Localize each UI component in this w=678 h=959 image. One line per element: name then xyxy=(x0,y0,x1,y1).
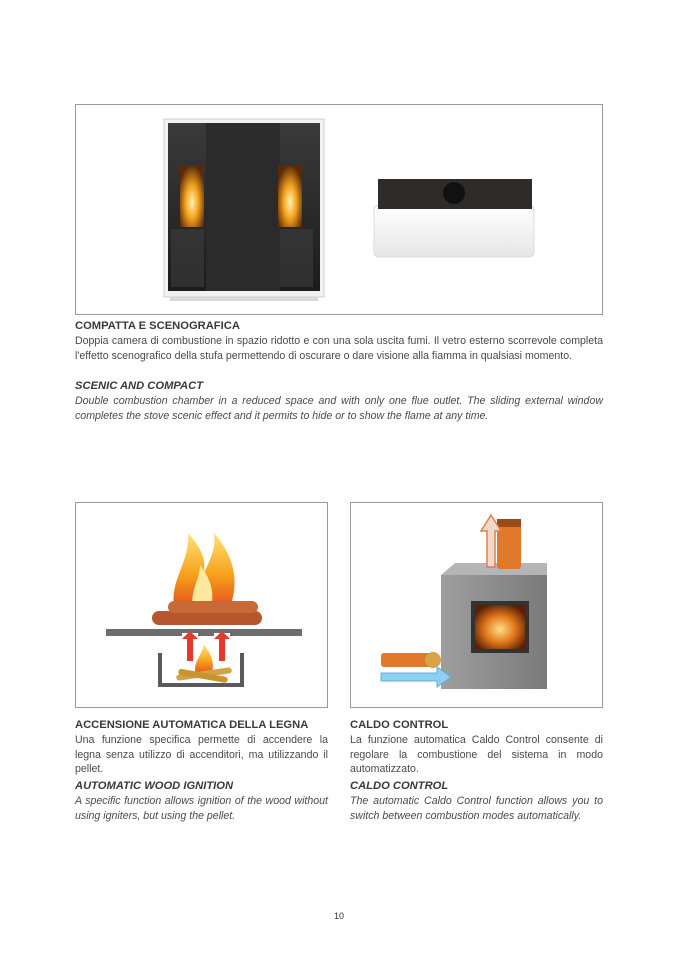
wood-ignition-illustration xyxy=(76,503,327,707)
section2-body-en: A specific function allows ignition of the wood without using igniters, but using the pellet. xyxy=(75,795,328,822)
section1-title-it: COMPATTA E SCENOGRAFICA xyxy=(75,320,240,332)
stove-illustration xyxy=(76,105,602,314)
section2-title-en: AUTOMATIC WOOD IGNITION xyxy=(75,780,234,792)
section3-body-en: The automatic Caldo Control function allows you to switch between combustion modes automatically. xyxy=(350,795,603,822)
section3-body-it: La funzione automatica Caldo Control consente di regolare la combustione del sistema in modo automatizzato. xyxy=(350,734,603,776)
section1-title-en: SCENIC AND COMPACT xyxy=(75,380,204,392)
section2-title-it: ACCENSIONE AUTOMATICA DELLA LEGNA xyxy=(75,719,309,731)
section1-body-it: Doppia camera di combustione in spazio ridotto e con una sola uscita fumi. Il vetro esterno scorrevole completa l'effetto scenografico della stufa permettendo di oscurare o dare visione alla fiamma in qualsiasi momento. xyxy=(75,335,603,362)
section3-title-en: CALDO CONTROL xyxy=(350,780,449,792)
page-number: 10 xyxy=(333,911,344,921)
section2-body-it: Una funzione specifica permette di accendere la legna senza utilizzo di accenditori, ma utilizzando il pellet. xyxy=(75,734,328,776)
wood-ignition-image-frame xyxy=(75,502,328,708)
caldo-control-illustration xyxy=(351,503,602,707)
section1-body-en: Double combustion chamber in a reduced space and with only one flue outlet. The sliding external window completes the stove scenic effect and it permits to hide or to show the flame at any time. xyxy=(75,395,603,422)
caldo-control-image-frame xyxy=(350,502,603,708)
stove-image-frame xyxy=(75,104,603,315)
section3-title-it: CALDO CONTROL xyxy=(350,719,449,731)
